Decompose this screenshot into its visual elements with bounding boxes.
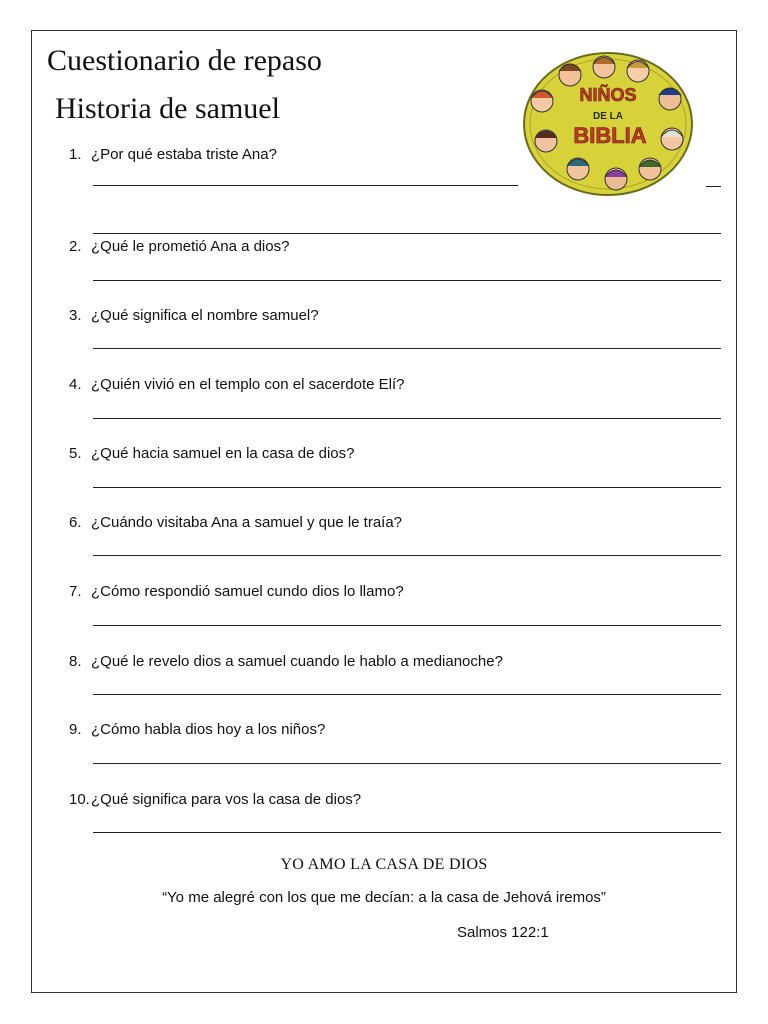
question-number: 9. xyxy=(69,721,82,738)
question-number: 2. xyxy=(69,238,82,255)
question-text: ¿Cuándo visitaba Ana a samuel y que le traía? xyxy=(91,514,403,531)
ninos-de-la-biblia-logo xyxy=(522,51,694,197)
question-text: ¿Por qué estaba triste Ana? xyxy=(91,146,277,163)
question-number: 7. xyxy=(69,583,82,600)
answer-line[interactable] xyxy=(93,418,721,419)
answer-line[interactable] xyxy=(93,763,721,764)
question-2 xyxy=(69,238,289,255)
question-number: 4. xyxy=(69,376,82,393)
answer-line[interactable] xyxy=(93,185,518,186)
question-text: ¿Cómo respondió samuel cundo dios lo llamo? xyxy=(91,583,404,600)
answer-line[interactable] xyxy=(93,233,721,234)
question-5 xyxy=(69,445,355,462)
footer-quote: “Yo me alegré con los que me decían: a la casa de Jehová iremos” xyxy=(162,889,606,906)
answer-line[interactable] xyxy=(93,348,721,349)
answer-line[interactable] xyxy=(706,186,721,187)
question-1 xyxy=(69,146,277,163)
question-text: ¿Qué significa para vos la casa de dios? xyxy=(91,791,362,808)
question-10 xyxy=(69,791,361,808)
logo-text-line2: DE LA xyxy=(593,111,623,122)
footer-reference: Salmos 122:1 xyxy=(457,924,549,941)
question-number: 10. xyxy=(69,791,90,808)
question-4 xyxy=(69,376,405,393)
page-subtitle: Historia de samuel xyxy=(55,92,280,125)
question-number: 6. xyxy=(69,514,82,531)
answer-line[interactable] xyxy=(93,280,721,281)
question-text: ¿Qué significa el nombre samuel? xyxy=(91,307,319,324)
question-7 xyxy=(69,583,404,600)
question-number: 5. xyxy=(69,445,82,462)
answer-line[interactable] xyxy=(93,487,721,488)
question-number: 8. xyxy=(69,653,82,670)
logo-text-line1: NIÑOS xyxy=(579,85,637,105)
question-text: ¿Qué hacia samuel en la casa de dios? xyxy=(91,445,355,462)
question-8 xyxy=(69,653,503,670)
question-number: 1. xyxy=(69,146,82,163)
question-number: 3. xyxy=(69,307,82,324)
question-text: ¿Cómo habla dios hoy a los niños? xyxy=(91,721,326,738)
question-text: ¿Quién vivió en el templo con el sacerdote Elí? xyxy=(91,376,405,393)
question-text: ¿Qué le revelo dios a samuel cuando le hablo a medianoche? xyxy=(91,653,503,670)
question-6 xyxy=(69,514,402,531)
question-text: ¿Qué le prometió Ana a dios? xyxy=(91,238,290,255)
answer-line[interactable] xyxy=(93,694,721,695)
answer-line[interactable] xyxy=(93,555,721,556)
logo-text-line3: BIBLIA xyxy=(573,123,647,148)
page-title: Cuestionario de repaso xyxy=(47,44,322,77)
answer-line[interactable] xyxy=(93,625,721,626)
answer-line[interactable] xyxy=(93,832,721,833)
question-9 xyxy=(69,721,325,738)
question-3 xyxy=(69,307,319,324)
footer-title: YO AMO LA CASA DE DIOS xyxy=(280,856,488,873)
